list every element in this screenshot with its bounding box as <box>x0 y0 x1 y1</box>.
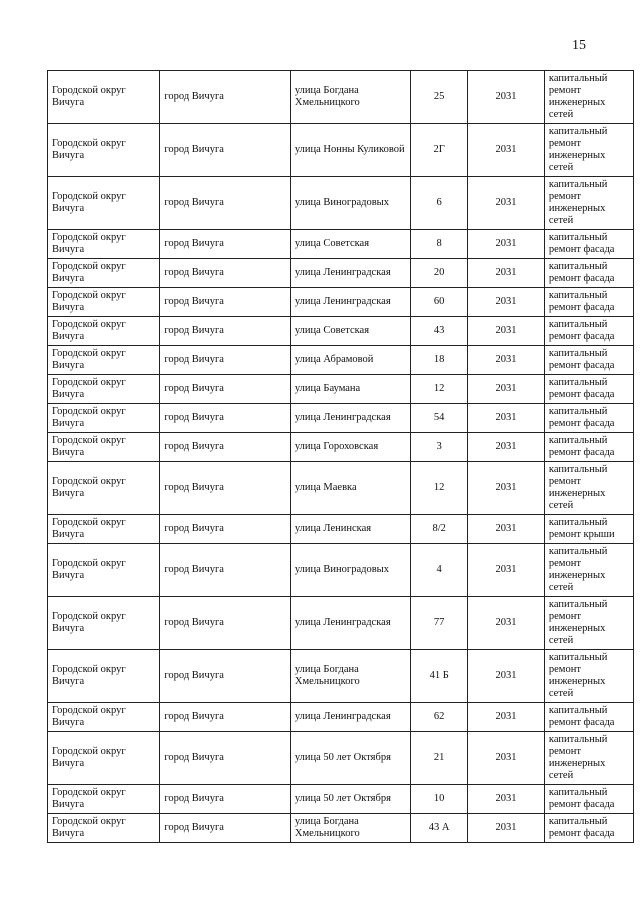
work-type-cell: капитальный ремонт фасада <box>544 703 633 732</box>
house-number-cell: 21 <box>411 732 468 785</box>
year-cell: 2031 <box>467 259 544 288</box>
city-cell: город Вичуга <box>160 544 291 597</box>
year-cell: 2031 <box>467 346 544 375</box>
work-type-cell: капитальный ремонт инженерных сетей <box>544 177 633 230</box>
okrug-cell: Городской округ Вичуга <box>48 288 160 317</box>
work-type-cell: капитальный ремонт инженерных сетей <box>544 71 633 124</box>
street-cell: улица 50 лет Октября <box>290 785 410 814</box>
work-type-cell: капитальный ремонт фасада <box>544 317 633 346</box>
street-cell: улица Советская <box>290 230 410 259</box>
table-row <box>48 462 634 515</box>
okrug-cell: Городской округ Вичуга <box>48 375 160 404</box>
house-number-cell: 10 <box>411 785 468 814</box>
work-type-cell: капитальный ремонт инженерных сетей <box>544 597 633 650</box>
city-cell: город Вичуга <box>160 433 291 462</box>
year-cell: 2031 <box>467 433 544 462</box>
work-type-cell: капитальный ремонт фасада <box>544 259 633 288</box>
table-row <box>48 177 634 230</box>
okrug-cell: Городской округ Вичуга <box>48 177 160 230</box>
okrug-cell: Городской округ Вичуга <box>48 404 160 433</box>
street-cell: улица 50 лет Октября <box>290 732 410 785</box>
street-cell: улица Богдана Хмельницкого <box>290 71 410 124</box>
table-row <box>48 785 634 814</box>
city-cell: город Вичуга <box>160 703 291 732</box>
house-number-cell: 12 <box>411 375 468 404</box>
okrug-cell: Городской округ Вичуга <box>48 703 160 732</box>
street-cell: улица Виноградовых <box>290 544 410 597</box>
city-cell: город Вичуга <box>160 515 291 544</box>
table-row <box>48 703 634 732</box>
city-cell: город Вичуга <box>160 785 291 814</box>
street-cell: улица Ленинградская <box>290 703 410 732</box>
street-cell: улица Советская <box>290 317 410 346</box>
work-type-cell: капитальный ремонт фасада <box>544 404 633 433</box>
work-type-cell: капитальный ремонт инженерных сетей <box>544 462 633 515</box>
city-cell: город Вичуга <box>160 375 291 404</box>
work-type-cell: капитальный ремонт фасада <box>544 433 633 462</box>
house-number-cell: 25 <box>411 71 468 124</box>
work-type-cell: капитальный ремонт фасада <box>544 814 633 843</box>
year-cell: 2031 <box>467 124 544 177</box>
city-cell: город Вичуга <box>160 259 291 288</box>
registry-table-body <box>48 71 634 843</box>
house-number-cell: 3 <box>411 433 468 462</box>
okrug-cell: Городской округ Вичуга <box>48 650 160 703</box>
work-type-cell: капитальный ремонт инженерных сетей <box>544 732 633 785</box>
street-cell: улица Гороховская <box>290 433 410 462</box>
table-row <box>48 346 634 375</box>
city-cell: город Вичуга <box>160 230 291 259</box>
table-row <box>48 71 634 124</box>
house-number-cell: 54 <box>411 404 468 433</box>
city-cell: город Вичуга <box>160 404 291 433</box>
okrug-cell: Городской округ Вичуга <box>48 597 160 650</box>
house-number-cell: 62 <box>411 703 468 732</box>
registry-table <box>47 70 634 843</box>
street-cell: улица Ленинградская <box>290 404 410 433</box>
okrug-cell: Городской округ Вичуга <box>48 785 160 814</box>
okrug-cell: Городской округ Вичуга <box>48 346 160 375</box>
year-cell: 2031 <box>467 177 544 230</box>
city-cell: город Вичуга <box>160 650 291 703</box>
table-row <box>48 230 634 259</box>
table-row <box>48 124 634 177</box>
okrug-cell: Городской округ Вичуга <box>48 433 160 462</box>
city-cell: город Вичуга <box>160 732 291 785</box>
year-cell: 2031 <box>467 544 544 597</box>
okrug-cell: Городской округ Вичуга <box>48 515 160 544</box>
okrug-cell: Городской округ Вичуга <box>48 462 160 515</box>
city-cell: город Вичуга <box>160 177 291 230</box>
house-number-cell: 8 <box>411 230 468 259</box>
okrug-cell: Городской округ Вичуга <box>48 259 160 288</box>
street-cell: улица Ленинградская <box>290 288 410 317</box>
work-type-cell: капитальный ремонт фасада <box>544 346 633 375</box>
city-cell: город Вичуга <box>160 597 291 650</box>
street-cell: улица Нонны Куликовой <box>290 124 410 177</box>
year-cell: 2031 <box>467 375 544 404</box>
street-cell: улица Абрамовой <box>290 346 410 375</box>
table-row <box>48 814 634 843</box>
work-type-cell: капитальный ремонт инженерных сетей <box>544 124 633 177</box>
city-cell: город Вичуга <box>160 288 291 317</box>
house-number-cell: 4 <box>411 544 468 597</box>
okrug-cell: Городской округ Вичуга <box>48 317 160 346</box>
street-cell: улица Баумана <box>290 375 410 404</box>
street-cell: улица Богдана Хмельницкого <box>290 814 410 843</box>
city-cell: город Вичуга <box>160 124 291 177</box>
work-type-cell: капитальный ремонт крыши <box>544 515 633 544</box>
year-cell: 2031 <box>467 317 544 346</box>
year-cell: 2031 <box>467 703 544 732</box>
year-cell: 2031 <box>467 515 544 544</box>
house-number-cell: 60 <box>411 288 468 317</box>
year-cell: 2031 <box>467 597 544 650</box>
table-row <box>48 259 634 288</box>
table-row <box>48 732 634 785</box>
table-row <box>48 544 634 597</box>
house-number-cell: 2Г <box>411 124 468 177</box>
city-cell: город Вичуга <box>160 462 291 515</box>
house-number-cell: 18 <box>411 346 468 375</box>
table-row <box>48 317 634 346</box>
okrug-cell: Городской округ Вичуга <box>48 732 160 785</box>
street-cell: улица Ленинская <box>290 515 410 544</box>
house-number-cell: 12 <box>411 462 468 515</box>
street-cell: улица Богдана Хмельницкого <box>290 650 410 703</box>
house-number-cell: 77 <box>411 597 468 650</box>
table-row <box>48 404 634 433</box>
table-row <box>48 515 634 544</box>
street-cell: улица Ленинградская <box>290 259 410 288</box>
table-row <box>48 433 634 462</box>
okrug-cell: Городской округ Вичуга <box>48 814 160 843</box>
city-cell: город Вичуга <box>160 71 291 124</box>
work-type-cell: капитальный ремонт инженерных сетей <box>544 544 633 597</box>
year-cell: 2031 <box>467 814 544 843</box>
okrug-cell: Городской округ Вичуга <box>48 124 160 177</box>
table-row <box>48 288 634 317</box>
work-type-cell: капитальный ремонт фасада <box>544 288 633 317</box>
house-number-cell: 20 <box>411 259 468 288</box>
year-cell: 2031 <box>467 732 544 785</box>
year-cell: 2031 <box>467 462 544 515</box>
table-row <box>48 650 634 703</box>
work-type-cell: капитальный ремонт фасада <box>544 375 633 404</box>
house-number-cell: 43 А <box>411 814 468 843</box>
year-cell: 2031 <box>467 71 544 124</box>
table-row <box>48 375 634 404</box>
okrug-cell: Городской округ Вичуга <box>48 544 160 597</box>
house-number-cell: 8/2 <box>411 515 468 544</box>
year-cell: 2031 <box>467 230 544 259</box>
work-type-cell: капитальный ремонт фасада <box>544 230 633 259</box>
year-cell: 2031 <box>467 650 544 703</box>
city-cell: город Вичуга <box>160 317 291 346</box>
work-type-cell: капитальный ремонт фасада <box>544 785 633 814</box>
year-cell: 2031 <box>467 404 544 433</box>
page-number: 15 <box>572 38 586 53</box>
house-number-cell: 41 Б <box>411 650 468 703</box>
street-cell: улица Ленинградская <box>290 597 410 650</box>
city-cell: город Вичуга <box>160 814 291 843</box>
city-cell: город Вичуга <box>160 346 291 375</box>
okrug-cell: Городской округ Вичуга <box>48 71 160 124</box>
street-cell: улица Маевка <box>290 462 410 515</box>
house-number-cell: 6 <box>411 177 468 230</box>
year-cell: 2031 <box>467 288 544 317</box>
year-cell: 2031 <box>467 785 544 814</box>
table-row <box>48 597 634 650</box>
okrug-cell: Городской округ Вичуга <box>48 230 160 259</box>
work-type-cell: капитальный ремонт инженерных сетей <box>544 650 633 703</box>
street-cell: улица Виноградовых <box>290 177 410 230</box>
house-number-cell: 43 <box>411 317 468 346</box>
